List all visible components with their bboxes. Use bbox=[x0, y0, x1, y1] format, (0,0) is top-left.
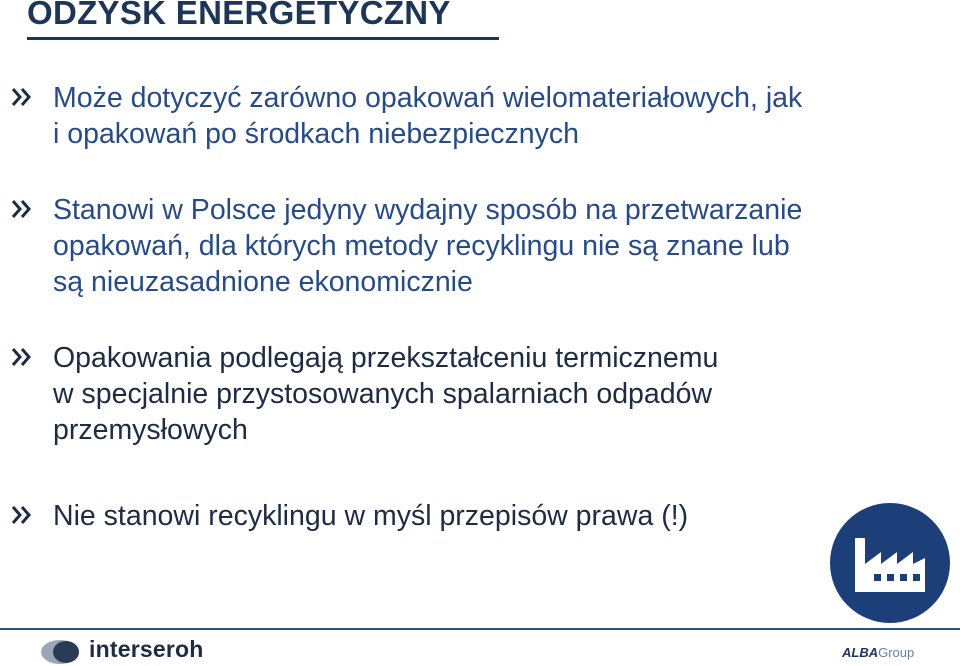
bullet-2-line-2: opakowań, dla których metody recyklingu nie są znane lub bbox=[53, 230, 790, 262]
bullet-3-line-2: w specjalnie przystosowanych spalarniach odpadów bbox=[53, 378, 713, 410]
bullet-3-line-1: Opakowania podlegają przekształceniu termicznemu bbox=[53, 342, 719, 374]
bullet-2-line-1: Stanowi w Polsce jedyny wydajny sposób na przetwarzanie bbox=[53, 194, 803, 226]
alba-logo-brand: ALBA bbox=[842, 645, 879, 660]
slide-title: ODZYSK ENERGETYCZNY bbox=[27, 0, 451, 31]
bullet-2-line-3: są nieuzasadnione ekonomicznie bbox=[53, 266, 473, 298]
footer-divider bbox=[0, 628, 960, 630]
alba-logo-suffix: Group bbox=[878, 645, 915, 660]
factory-icon bbox=[829, 502, 951, 624]
bullet-text-3 bbox=[53, 340, 933, 448]
bullet-4-line-1: Nie stanowi recyklingu w myśl przepisów prawa (!) bbox=[53, 500, 689, 532]
interseroh-logo-text: interseroh bbox=[89, 636, 204, 662]
interseroh-logo-mark bbox=[40, 639, 82, 665]
title-underline bbox=[27, 37, 499, 40]
double-chevron-icon bbox=[10, 86, 36, 108]
double-chevron-icon bbox=[10, 198, 36, 220]
double-chevron-icon bbox=[10, 346, 36, 368]
bullet-text-1 bbox=[53, 80, 933, 152]
double-chevron-icon bbox=[10, 504, 36, 526]
bullet-text-4 bbox=[53, 498, 933, 534]
bullet-1-line-1: Może dotyczyć zarówno opakowań wielomateriałowych, jak bbox=[53, 82, 803, 114]
bullet-1-line-2: i opakowań po środkach niebezpiecznych bbox=[53, 118, 579, 150]
bullet-text-2 bbox=[53, 192, 933, 300]
bullet-3-line-3: przemysłowych bbox=[53, 414, 248, 446]
alba-group-logo bbox=[842, 645, 914, 660]
